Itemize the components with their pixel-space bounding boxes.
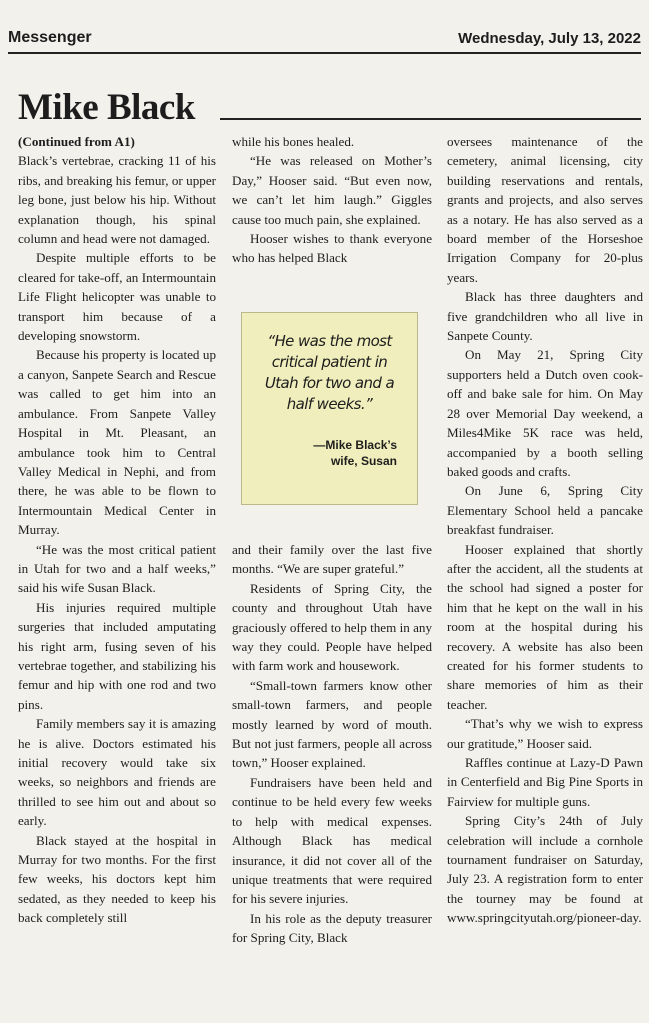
paragraph: On May 21, Spring City supporters held a Dutch oven cook-off and bake sale for him. On May 28 over Memorial Day weekend, a Miles4Mike 5K race was held, accompanied by a booth selling baked goods and crafts. (447, 347, 643, 479)
paragraph: Raffles continue at Lazy-D Pawn in Centerfield and Big Pine Sports in Fairview for multiple guns. (447, 755, 643, 809)
page-header (8, 26, 641, 50)
column-2-continuation (232, 540, 432, 948)
column-1 (18, 132, 216, 928)
paragraph: His injuries required multiple surgeries that included amputating his right arm, fusing seven of his vertebrae together, and stabilizing his femur and hip with one rod and two pins. (18, 599, 216, 712)
paragraph: Black has three daughters and five grandchildren who all live in Sanpete County. (447, 289, 643, 344)
paragraph: In his role as the deputy treasurer for Spring City, Black (232, 910, 432, 946)
headline: Mike Black (18, 87, 195, 128)
headline-rule (220, 118, 641, 120)
column-3 (447, 132, 643, 928)
paragraph: “He was released on Mother’s Day,” Hooser said. “But even now, we can’t let him laugh.” Giggles cause too much pain, she explained. (232, 153, 432, 227)
paragraph: while his bones healed. (232, 134, 355, 149)
pull-quote-attribution (254, 437, 405, 469)
attribution-line: wife, Susan (330, 454, 397, 468)
paragraph: Fundraisers have been held and continue to be held every few weeks to help with medical expenses. Although Black has medical insurance, it did not cover all of the unique treatments that were required for his severe injuries. (232, 774, 432, 907)
attribution-line: —Mike Black’s (313, 438, 397, 452)
continued-label: (Continued from A1) (18, 134, 135, 149)
header-rule (8, 52, 641, 54)
paragraph: Black stayed at the hospital in Murray for two months. For the first few weeks, his doctors kept him sedated, as they needed to keep his back completely still (18, 832, 216, 926)
paragraph: “That’s why we wish to express our gratitude,” Hooser said. (447, 716, 643, 751)
paragraph: and their family over the last five months. “We are super grateful.” (232, 542, 432, 577)
paragraph: oversees maintenance of the cemetery, animal licensing, city building reservations and rentals, grants and projects, and also serves as a notary. He has also served as a board member of the Horseshoe Irrigation Company for 20-plus years. (447, 134, 643, 285)
pull-quote-text: “He was the most critical patient in Utah for two and a half weeks.” (264, 332, 395, 413)
paragraph: “He was the most critical patient in Utah for two and a half weeks,” said his wife Susan Black. (18, 541, 216, 596)
pull-quote-box (241, 312, 418, 505)
issue-date: Wednesday, July 13, 2022 (458, 29, 641, 47)
publication-name: Messenger (8, 29, 92, 46)
paragraph: On June 6, Spring City Elementary School held a pancake breakfast fundraiser. (447, 483, 643, 538)
paragraph: Despite multiple efforts to be cleared for take-off, an Intermountain Life Flight helicopter was unable to transport him because of a developing snowstorm. (18, 250, 216, 344)
paragraph: “Small-town farmers know other small-town farmers, and people mostly learned by word of mouth. But not just farmers, people all across town,” Hooser explained. (232, 677, 432, 771)
paragraph: Because his property is located up a canyon, Sanpete Search and Rescue was called to get him into an ambulance. From Sanpete Valley Hospital in Mt. Pleasant, an ambulance took him to Central Valley Medical in Nephi, and from there, he was able to be flown to Intermountain Medical Center in Murray. (18, 347, 216, 538)
paragraph: Hooser wishes to thank everyone who has helped Black (232, 231, 432, 266)
paragraph: Family members say it is amazing he is alive. Doctors estimated his initial recovery would take six weeks, so neighbors and friends are thrilled to see him out and about so early. (18, 716, 216, 829)
paragraph: Residents of Spring City, the county and throughout Utah have graciously offered to help them in any way they could. People have helped with farm work and housework. (232, 580, 432, 674)
paragraph: Black’s vertebrae, cracking 11 of his ribs, and breaking his femur, or upper leg bone, just below his hip. Without explanation though, his spinal column and head were not damaged. (18, 153, 216, 247)
paragraph: Hooser explained that shortly after the accident, all the students at the school had signed a poster for him that he kept on the wall in his room at the hospital during his recovery. A website has also been created for his former students to share memories of him as their teacher. (447, 541, 643, 712)
paragraph: Spring City’s 24th of July celebration will include a cornhole tournament fundraiser on Saturday, July 23. A registration form to enter the tourney may be found at www.springcityutah.org/pioneer-day. (447, 813, 643, 926)
